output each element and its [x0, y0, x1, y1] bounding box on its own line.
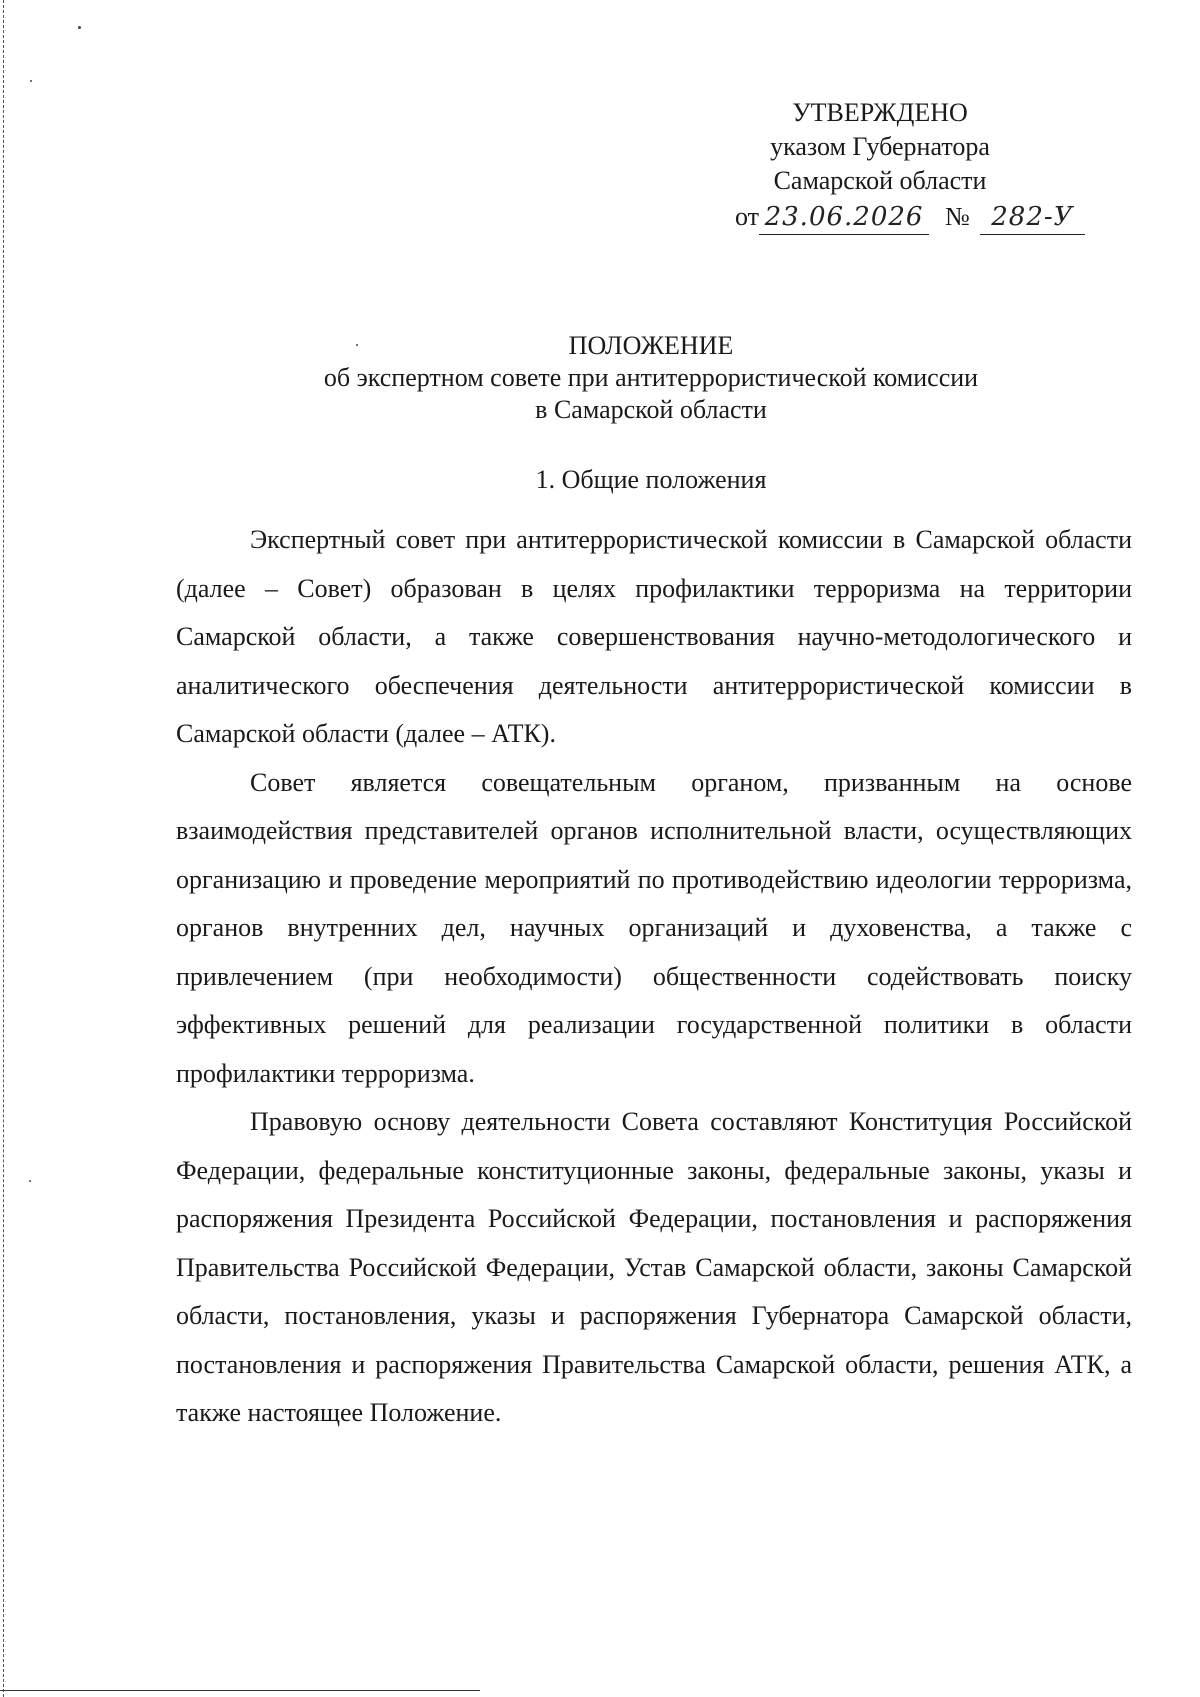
- scan-edge-left: [3, 0, 7, 1697]
- section-heading: 1. Общие положения: [535, 465, 767, 494]
- body-text: [176, 516, 1132, 1438]
- paragraph-2: Совет является совещательным органом, призванным на основе взаимодействия представителей органов исполнительной власти, осуществляющих организацию и проведение мероприятий по противодействию идеологии терроризма, органов внутренних дел, научных организаций и духовенства, а также с привлечением (при необходимости) общественности содействовать поиску эффективных решений для реализации государственной политики в области профилактики терроризма.: [176, 767, 1132, 1088]
- document-title: ПОЛОЖЕНИЕ: [568, 331, 734, 360]
- number-sign: №: [945, 202, 970, 231]
- scan-edge-bottom: [0, 1690, 480, 1691]
- approval-stamp: [700, 96, 1074, 235]
- handwritten-date: 23.06.2026: [759, 200, 929, 235]
- date-prefix: от: [735, 202, 760, 231]
- document-subtitle-line-1: об экспертном совете при антитеррористической комиссии: [323, 363, 979, 392]
- approval-line-1: указом Губернатора: [770, 132, 990, 161]
- approval-line-2: Самарской области: [773, 166, 987, 195]
- scan-speck: [29, 1180, 31, 1182]
- document-subtitle-line-2: в Самарской области: [535, 395, 767, 424]
- scan-speck: [30, 80, 32, 82]
- approval-heading: УТВЕРЖДЕНО: [792, 98, 968, 127]
- handwritten-number: 282-У: [980, 200, 1085, 235]
- paragraph-3: Правовую основу деятельности Совета составляют Конституция Российской Федерации, федеральные конституционные законы, федеральные законы, указы и распоряжения Президента Российской Федерации, постановления и распоряжения Правительства Российской Федерации, Устав Самарской области, законы Самарской области, постановления, указы и распоряжения Губернатора Самарской области, постановления и распоряжения Правительства Самарской области, решения АТК, а также настоящее Положение.: [176, 1107, 1132, 1427]
- document-title-block: [176, 330, 1126, 426]
- scan-speck: [78, 26, 81, 29]
- approval-date-line: [700, 200, 1074, 235]
- paragraph-1: Экспертный совет при антитеррористической комиссии в Самарской области (далее – Совет) образован в целях профилактики терроризма на территории Самарской области, а также совершенствования научно-методологического и аналитического обеспечения деятельности антитеррористической комиссии в Самарской области (далее – АТК).: [176, 525, 1132, 748]
